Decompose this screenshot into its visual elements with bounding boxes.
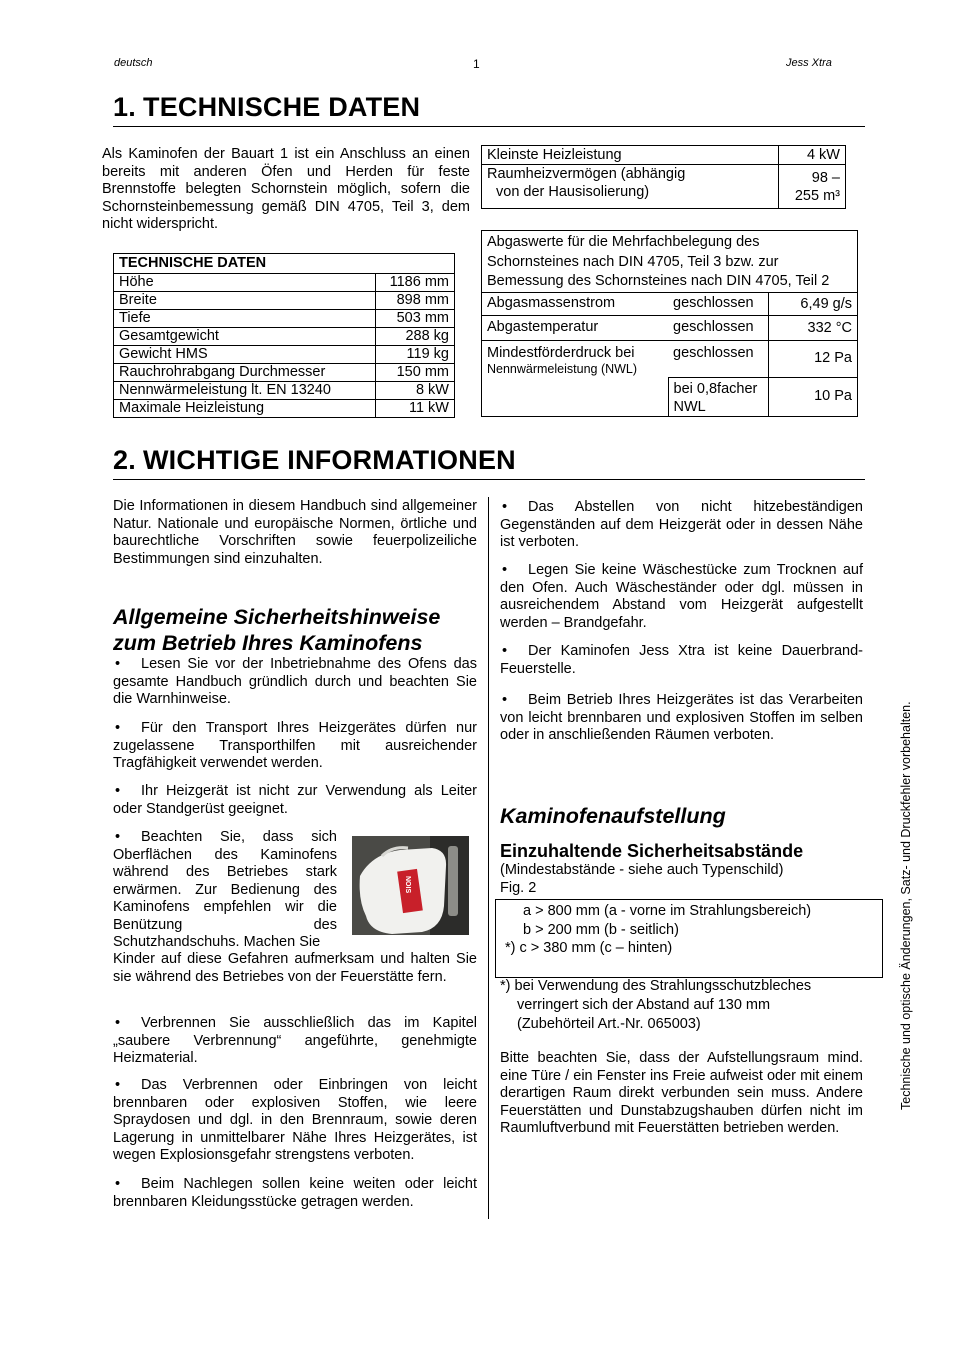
- bullet: •: [115, 656, 121, 672]
- tech-value: 119 kg: [376, 346, 455, 364]
- section-2-intro: Die Informationen in diesem Handbuch sind allgemeiner Natur. Nationale und europäische Normen, örtliche und baurechtliche Vorschriften sowie feuerpolizeiliche Bestimmungen sind einzuhalten.: [113, 498, 477, 567]
- bullet: •: [115, 783, 121, 799]
- tech-value: 288 kg: [376, 328, 455, 346]
- list-item-text: Für den Transport Ihres Heizgerätes dürfen nur zugelassene Transporthilfen mit ausreichender Tragfähigkeit verwendet werden.: [113, 720, 477, 771]
- distance-line-front: a > 800 mm (a - vorne im Strahlungsbereich): [523, 903, 812, 919]
- table-row: [482, 292, 858, 315]
- list-item: [113, 1176, 477, 1211]
- safety-heading-line: zum Betrieb Ihres Kaminofens: [113, 631, 423, 655]
- glove-label: NOIS: [404, 876, 411, 894]
- table-row: [114, 346, 455, 364]
- footnote-line: verringert sich der Abstand auf 130 mm: [517, 997, 771, 1013]
- list-item: [500, 692, 863, 745]
- exhaust-table-header: Abgaswerte für die Mehrfachbelegung des Schornsteines nach DIN 4705, Teil 3 bzw. zur Bemessung des Schornsteines nach DIN 4705, Teil 2: [482, 231, 858, 293]
- list-item: [500, 562, 863, 632]
- room-note: Bitte beachten Sie, dass der Aufstellungsraum mind. eine Türe / ein Fenster ins Freie aufweist oder mit einem derartigen Raum direkt verbunden sein muss. Andere Feuerstätten und Dunstabzugshauben dürfen nicht im Raumluftverbund mit Feuerstätten betrieben werden.: [500, 1050, 863, 1136]
- bullet: •: [502, 562, 508, 578]
- installation-heading: Kaminofenaufstellung: [500, 804, 726, 828]
- footnote-line: *) bei Verwendung des Strahlungsschutzbleches: [500, 978, 812, 994]
- side-disclaimer: Technische und optische Änderungen, Satz- und Druckfehler vorbehalten.: [899, 701, 913, 1110]
- section-1-number: 1.: [113, 92, 136, 122]
- footnote: [500, 977, 811, 1034]
- column-divider: [488, 497, 489, 1219]
- distance-subheading: (Mindestabstände - siehe auch Typenschild): [500, 862, 784, 878]
- exhaust-state: geschlossen: [668, 292, 769, 315]
- tech-label: Gesamtgewicht: [114, 328, 376, 346]
- distance-box: [495, 899, 883, 978]
- tech-label: Nennwärmeleistung lt. EN 13240: [114, 382, 376, 400]
- bullet: •: [115, 1077, 121, 1093]
- exhaust-state: geschlossen: [668, 340, 769, 377]
- table-row: [114, 364, 455, 382]
- exhaust-values-table: [481, 230, 858, 417]
- bullet: •: [502, 499, 508, 515]
- section-2-title: WICHTIGE INFORMATIONEN: [143, 445, 516, 475]
- list-item-text: Das Verbrennen oder Einbringen von leicht brennbaren oder explosiven Stoffen, wie leere Spraydosen und dgl. in den Brennraum, sowie deren Lagerung in unmittelbarer Nähe Ihres Heizgerätes, ist wegen Explosionsgefahr strengstens verboten.: [113, 1077, 477, 1163]
- table-row: [114, 310, 455, 328]
- tech-data-table: [113, 253, 455, 418]
- room-heating-value-line: 255 m³: [794, 188, 840, 204]
- table-row: [482, 231, 858, 293]
- tech-label: Tiefe: [114, 310, 376, 328]
- room-heating-label-line: Raumheizvermögen (abhängig: [487, 166, 686, 182]
- bullet: •: [115, 1176, 121, 1192]
- list-item-text: Das Abstellen von nicht hitzebeständigen Gegenständen auf dem Heizgerät oder in dessen Nähe ist verboten.: [500, 499, 863, 550]
- room-heating-value-line: 98 –: [811, 170, 840, 186]
- distance-line-back: *) c > 380 mm (c – hinten): [505, 940, 673, 956]
- list-item: [113, 1015, 477, 1068]
- list-item-text: Beim Betrieb Ihres Heizgerätes ist das Verarbeiten von leicht brennbaren und explosiven Stoffen im selben oder in anschließenden Räumen verboten.: [500, 692, 863, 743]
- exhaust-label: Abgasmassenstrom: [482, 292, 669, 315]
- tech-value: 8 kW: [376, 382, 455, 400]
- list-item: [500, 643, 863, 678]
- tech-label: Gewicht HMS: [114, 346, 376, 364]
- header-language: deutsch: [114, 57, 153, 69]
- list-item: [113, 720, 477, 773]
- figure-reference: Fig. 2: [500, 880, 537, 896]
- exhaust-label-sub: Nennwärmeleistung (NWL): [487, 361, 638, 376]
- exhaust-state: geschlossen: [668, 315, 769, 340]
- exhaust-value: 332 °C: [769, 315, 858, 340]
- heat-label: Kleinste Heizleistung: [482, 146, 779, 165]
- table-row: [482, 340, 858, 377]
- safety-heading: [113, 604, 483, 656]
- room-heating-value: [779, 165, 846, 209]
- table-row: [114, 400, 455, 418]
- list-item-text: Ihr Heizgerät ist nicht zur Verwendung als Leiter oder Standgerüst geeignet.: [113, 783, 477, 817]
- tech-label: Höhe: [114, 274, 376, 292]
- exhaust-label: [482, 340, 669, 416]
- exhaust-label-main: Mindestförderdruck bei: [487, 344, 635, 361]
- tech-table-header: TECHNISCHE DATEN: [114, 254, 455, 274]
- protective-glove-photo: [352, 836, 469, 935]
- exhaust-label: Abgastemperatur: [482, 315, 669, 340]
- list-item: [113, 656, 477, 709]
- room-heating-label-line: von der Hausisolierung): [496, 184, 650, 200]
- table-row: [114, 292, 455, 310]
- tech-label: Maximale Heizleistung: [114, 400, 376, 418]
- tech-value: 150 mm: [376, 364, 455, 382]
- footnote-line: (Zubehörteil Art.-Nr. 065003): [517, 1016, 701, 1032]
- bullet: •: [502, 643, 508, 659]
- bullet: •: [115, 1015, 121, 1031]
- exhaust-value: 10 Pa: [769, 377, 858, 416]
- tech-label: Breite: [114, 292, 376, 310]
- list-item-text: Beim Nachlegen sollen keine weiten oder leicht brennbaren Kleidungsstücke getragen werden.: [113, 1176, 477, 1210]
- tech-value: 1186 mm: [376, 274, 455, 292]
- tech-value: 503 mm: [376, 310, 455, 328]
- section-2-number: 2.: [113, 445, 136, 475]
- list-item-text: Der Kaminofen Jess Xtra ist keine Dauerbrand-Feuerstelle.: [500, 643, 863, 677]
- table-row: [114, 274, 455, 292]
- table-row: [482, 315, 858, 340]
- list-item: [113, 829, 337, 952]
- heat-output-table: [481, 145, 846, 209]
- distance-line-side: b > 200 mm (b - seitlich): [523, 921, 679, 938]
- list-item-text: Beachten Sie, dass sich Oberflächen des Kaminofens während des Betriebes stark erwärmen. Zur Bedienung des Kaminofens empfehlen wir die Benützung des Schutzhandschuhs. Machen Sie: [113, 829, 337, 950]
- heat-value: 4 kW: [779, 146, 846, 165]
- exhaust-value: 6,49 g/s: [769, 292, 858, 315]
- list-item: [113, 783, 477, 818]
- safety-heading-line: Allgemeine Sicherheitshinweise: [113, 605, 441, 629]
- exhaust-state: bei 0,8facher NWL: [668, 377, 769, 416]
- list-item: [113, 1077, 477, 1165]
- exhaust-value: 12 Pa: [769, 340, 858, 377]
- list-item-text: Lesen Sie vor der Inbetriebnahme des Ofens das gesamte Handbuch gründlich durch und beachten Sie die Warnhinweise.: [113, 656, 477, 707]
- table-row: [114, 382, 455, 400]
- room-heating-label: [482, 165, 779, 209]
- table-row: [482, 165, 846, 209]
- bullet: •: [502, 692, 508, 708]
- list-item: [500, 499, 863, 552]
- section-1-intro: Als Kaminofen der Bauart 1 ist ein Anschluss an einen bereits mit anderen Öfen und Herden für feste Brennstoffe belegten Schornstein möglich, sofern die Schornsteinbemessung gemäß DIN 4705, Teil 3, dem nicht widerspricht.: [102, 146, 470, 232]
- tech-value: 11 kW: [376, 400, 455, 418]
- section-1-heading: [113, 91, 865, 127]
- distance-heading: Einzuhaltende Sicherheitsabstände: [500, 841, 804, 861]
- tech-label: Rauchrohrabgang Durchmesser: [114, 364, 376, 382]
- section-1-title: TECHNISCHE DATEN: [143, 92, 421, 122]
- table-row: [482, 146, 846, 165]
- section-2-heading: [113, 444, 865, 480]
- table-row: [114, 328, 455, 346]
- bullet: •: [115, 829, 121, 845]
- bullet: •: [115, 720, 121, 736]
- header-product: Jess Xtra: [786, 57, 832, 69]
- tech-value: 898 mm: [376, 292, 455, 310]
- page-number: 1: [473, 57, 480, 71]
- list-item-text: Legen Sie keine Wäschestücke zum Trocknen auf den Ofen. Auch Wäscheständer oder dgl. müssen in ausreichendem Abstand vom Heizgerät aufgestellt werden – Brandgefahr.: [500, 562, 863, 631]
- list-item-text: Verbrennen Sie ausschließlich das im Kapitel „saubere Verbrennung“ angeführte, genehmigte Heizmaterial.: [113, 1015, 477, 1066]
- tech-table-header-row: [114, 254, 455, 274]
- list-item-continuation: Kinder auf diese Gefahren aufmerksam und halten Sie sie während des Betriebes von der Feuerstätte fern.: [113, 951, 477, 985]
